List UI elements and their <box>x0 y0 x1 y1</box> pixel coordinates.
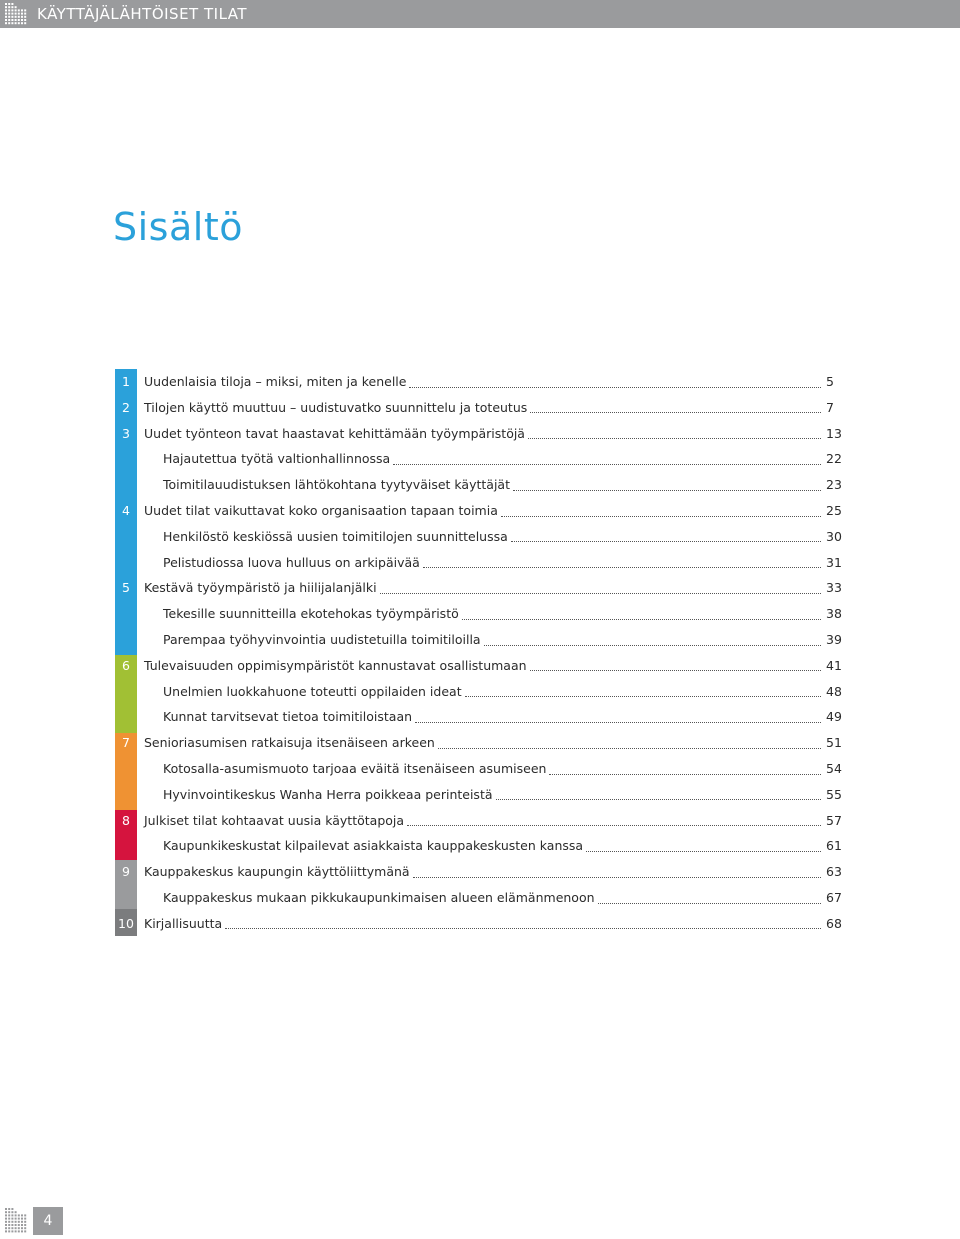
toc-entry-title: Hajautettua työtä valtionhallinnossa <box>163 451 391 467</box>
toc-leader <box>144 911 821 937</box>
toc-entry[interactable] <box>0 782 960 808</box>
toc-page-number: 55 <box>826 786 842 802</box>
chapter-number: 7 <box>122 735 130 751</box>
toc-page-number: 57 <box>826 812 842 828</box>
toc-entry-title: Parempaa työhyvinvointia uudistetuilla toimitiloilla <box>163 632 481 647</box>
dot-leader <box>438 747 821 749</box>
toc-entry[interactable] <box>0 446 960 472</box>
toc-page-number: 31 <box>826 554 842 570</box>
toc-entry[interactable] <box>0 395 960 421</box>
toc-entry[interactable] <box>0 730 960 756</box>
toc-page-number: 41 <box>826 657 842 673</box>
toc-leader <box>144 575 821 601</box>
dot-leader <box>484 644 821 646</box>
toc-entry[interactable] <box>0 833 960 859</box>
toc-leader <box>163 524 821 550</box>
toc-entry-title: Toimitilauudistuksen lähtökohtana tyytyväiset käyttäjät <box>163 477 510 493</box>
toc-entry[interactable] <box>0 756 960 782</box>
toc-entry[interactable] <box>0 911 960 937</box>
chapter-number: 9 <box>122 864 130 880</box>
dot-grid-footer-icon <box>4 1207 28 1235</box>
page-title: Sisältö <box>113 205 243 249</box>
toc-leader <box>144 859 821 885</box>
page-header <box>0 0 960 28</box>
toc-page-number: 51 <box>826 735 842 751</box>
toc-entry-title: Tekesille suunnitteilla ekotehokas työympäristö <box>163 606 459 622</box>
dot-leader <box>409 386 821 388</box>
toc-leader <box>163 756 821 782</box>
toc-leader <box>144 498 821 524</box>
dot-leader <box>530 669 821 671</box>
toc-leader <box>163 550 821 576</box>
toc-entry[interactable] <box>0 885 960 911</box>
toc-leader <box>144 808 821 834</box>
toc-entry-title: Uudenlaisia tiloja – miksi, miten ja kenelle <box>144 374 407 389</box>
toc-entry-title: Uudet työnteon tavat haastavat kehittämään työympäristöjä <box>144 425 525 441</box>
header-title: KÄYTTÄJÄLÄHTÖISET TILAT <box>37 5 248 23</box>
toc-leader <box>163 627 821 653</box>
dot-leader <box>423 566 821 568</box>
toc-leader <box>163 446 821 472</box>
toc-entry-title: Henkilöstö keskiössä uusien toimitilojen suunnittelussa <box>163 528 508 544</box>
toc-entry-title: Julkiset tilat kohtaavat uusia käyttötapoja <box>144 812 405 828</box>
toc-leader <box>144 369 821 395</box>
toc-page-number: 49 <box>826 709 842 725</box>
toc-entry[interactable] <box>0 653 960 679</box>
toc-page-number: 61 <box>826 838 842 854</box>
toc-leader <box>144 653 821 679</box>
toc-entry[interactable] <box>0 550 960 576</box>
toc-entry[interactable] <box>0 859 960 885</box>
dot-leader <box>380 592 821 594</box>
chapter-number: 5 <box>122 580 130 596</box>
toc-page-number: 54 <box>826 761 842 776</box>
dot-leader <box>407 824 821 826</box>
toc-entry[interactable] <box>0 369 960 395</box>
chapter-number: 2 <box>122 399 130 415</box>
dot-leader <box>511 540 821 542</box>
toc-entry[interactable] <box>0 679 960 705</box>
toc-entry[interactable] <box>0 704 960 730</box>
toc-page-number: 33 <box>826 580 842 596</box>
toc-entry[interactable] <box>0 472 960 498</box>
dot-leader <box>413 876 821 878</box>
toc-page-number: 30 <box>826 528 842 544</box>
toc-page-number: 39 <box>826 632 842 647</box>
toc-entry-title: Unelmien luokkahuone toteutti oppilaiden ideat <box>163 683 462 699</box>
toc-entry-title: Kauppakeskus mukaan pikkukaupunkimaisen alueen elämänmenoon <box>163 890 595 905</box>
toc-leader <box>163 601 821 627</box>
toc-leader <box>144 421 821 447</box>
dot-leader <box>530 411 821 413</box>
toc-page-number: 25 <box>826 503 842 518</box>
toc-entry-title: Tilojen käyttö muuttuu – uudistuvatko suunnittelu ja toteutus <box>144 399 528 415</box>
toc-entry[interactable] <box>0 524 960 550</box>
toc-leader <box>163 782 821 808</box>
toc-entry[interactable] <box>0 421 960 447</box>
dot-leader <box>225 927 821 929</box>
toc-entry[interactable] <box>0 601 960 627</box>
toc-entry[interactable] <box>0 498 960 524</box>
toc-entry-title: Kaupunkikeskustat kilpailevat asiakkaista kauppakeskusten kanssa <box>163 838 584 854</box>
toc-leader <box>163 472 821 498</box>
toc-page-number: 13 <box>826 425 842 441</box>
chapter-number: 4 <box>122 503 130 518</box>
toc-entry-title: Pelistudiossa luova hulluus on arkipäivää <box>163 554 420 570</box>
dot-leader <box>549 773 821 775</box>
toc-entry-title: Hyvinvointikeskus Wanha Herra poikkeaa perinteistä <box>163 786 493 802</box>
dot-leader <box>393 463 821 465</box>
dot-leader <box>465 695 821 697</box>
toc-page-number: 7 <box>826 399 834 415</box>
toc-page-number: 23 <box>826 477 842 493</box>
toc-leader <box>163 885 821 911</box>
toc-page-number: 68 <box>826 915 842 931</box>
chapter-number: 6 <box>122 657 130 673</box>
dot-leader <box>462 618 821 620</box>
toc-leader <box>163 679 821 705</box>
dot-grid-logo-icon <box>4 2 28 26</box>
toc-page-number: 38 <box>826 606 842 622</box>
toc-leader <box>144 395 821 421</box>
toc-leader <box>163 704 821 730</box>
page-number: 4 <box>33 1207 63 1235</box>
dot-leader <box>496 798 821 800</box>
toc-entry-title: Senioriasumisen ratkaisuja itsenäiseen arkeen <box>144 735 435 751</box>
toc-page-number: 48 <box>826 683 842 699</box>
toc-entry-title: Kestävä työympäristö ja hiilijalanjälki <box>144 580 377 596</box>
chapter-number: 1 <box>122 374 130 389</box>
toc-page-number: 22 <box>826 451 842 467</box>
toc-entry-title: Kirjallisuutta <box>144 915 223 931</box>
toc-entry-title: Kotosalla-asumismuoto tarjoaa eväitä itsenäiseen asumiseen <box>163 761 547 776</box>
toc-entry[interactable] <box>0 808 960 834</box>
dot-leader <box>415 721 821 723</box>
toc-entry[interactable] <box>0 575 960 601</box>
chapter-number: 10 <box>118 915 134 931</box>
dot-leader <box>501 515 821 517</box>
toc-leader <box>144 730 821 756</box>
toc-page-number: 63 <box>826 864 842 880</box>
toc-entry-title: Uudet tilat vaikuttavat koko organisaation tapaan toimia <box>144 503 498 518</box>
toc-leader <box>163 833 821 859</box>
dot-leader <box>586 850 821 852</box>
toc-entry-title: Kauppakeskus kaupungin käyttöliittymänä <box>144 864 410 880</box>
dot-leader <box>513 489 821 491</box>
toc-entry-title: Kunnat tarvitsevat tietoa toimitiloistaan <box>163 709 413 725</box>
toc-page-number: 5 <box>826 374 834 389</box>
chapter-number: 8 <box>122 812 130 828</box>
chapter-number: 3 <box>122 425 130 441</box>
toc-entry-title: Tulevaisuuden oppimisympäristöt kannustavat osallistumaan <box>144 657 527 673</box>
toc-entry[interactable] <box>0 627 960 653</box>
dot-leader <box>598 902 821 904</box>
dot-leader <box>528 437 821 439</box>
toc-page-number: 67 <box>826 890 842 905</box>
